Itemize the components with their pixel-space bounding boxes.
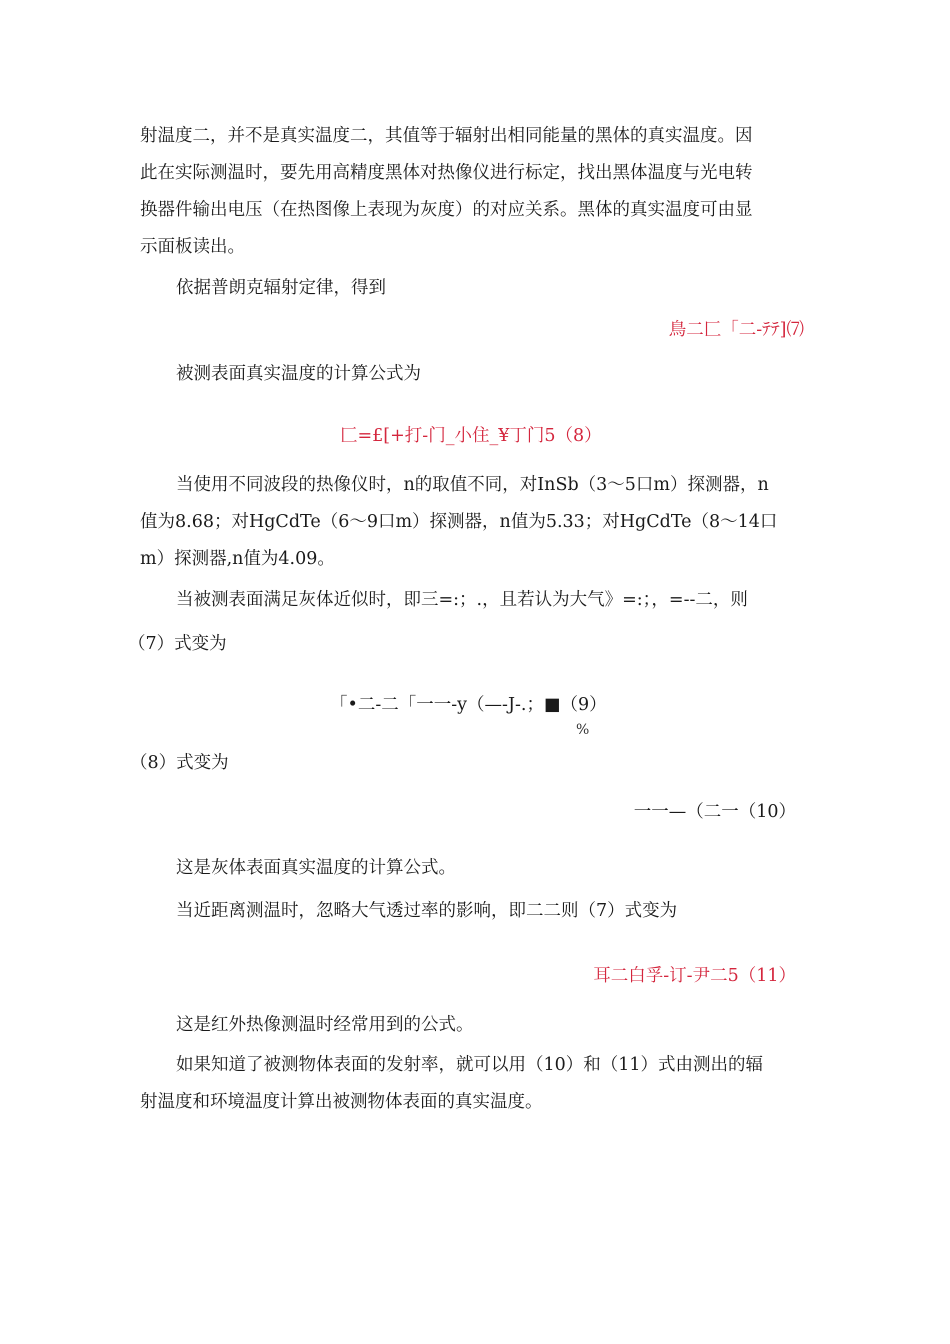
planck-intro: 依据普朗克辐射定律，得到 (176, 278, 386, 298)
formula-10: 一一—（二一（10） (633, 802, 796, 822)
paragraph-line: 示面板读出。 (140, 237, 245, 257)
true-temp-intro: 被测表面真实温度的计算公式为 (176, 364, 421, 384)
formula-11: 耳二白孚-订-尹二5（11） (593, 966, 796, 986)
paragraph-line: 此在实际测温时，要先用高精度黑体对热像仪进行标定，找出黑体温度与光电转 (140, 163, 753, 183)
conclusion-line: 射温度和环境温度计算出被测物体表面的真实温度。 (140, 1092, 543, 1112)
near-distance-note: 当近距离测温时，忽略大气透过率的影响，即二二则（7）式变为 (176, 901, 678, 921)
formula-8: 匚=£[+打-门_小住_¥丁门5（8） (340, 426, 602, 446)
paragraph-line: m）探测器,n值为4.09。 (140, 549, 335, 569)
graybody-condition-line: （7）式变为 (128, 634, 227, 654)
formula-9-subscript: % (576, 722, 590, 738)
conclusion-line: 如果知道了被测物体表面的发射率，就可以用（10）和（11）式由测出的辐 (176, 1055, 764, 1075)
paragraph-line: 当使用不同波段的热像仪时，n的取值不同，对InSb（3〜5口m）探测器，n (176, 475, 769, 495)
eq8-intro: （8）式变为 (130, 753, 229, 773)
graybody-condition-line: 当被测表面满足灰体近似时，即三=:；.，且若认为大气》=:；，=--二，则 (176, 590, 748, 610)
formula-7: 鳥二匚「二-ﾃﾃ]⑺ (668, 320, 804, 340)
paragraph-line: 射温度二，并不是真实温度二，其值等于辐射出相同能量的黑体的真实温度。因 (140, 126, 753, 146)
graybody-note: 这是灰体表面真实温度的计算公式。 (176, 858, 456, 878)
paragraph-line: 换器件输出电压（在热图像上表现为灰度）的对应关系。黑体的真实温度可由显 (140, 200, 753, 220)
formula-9: 「•二-二「一一-y（—-J-.；■（9） (330, 695, 607, 715)
paragraph-line: 值为8.68；对HgCdTe（6〜9口m）探测器，n值为5.33；对HgCdTe（8〜14口 (140, 512, 778, 532)
formula-11-note: 这是红外热像测温时经常用到的公式。 (176, 1015, 474, 1035)
